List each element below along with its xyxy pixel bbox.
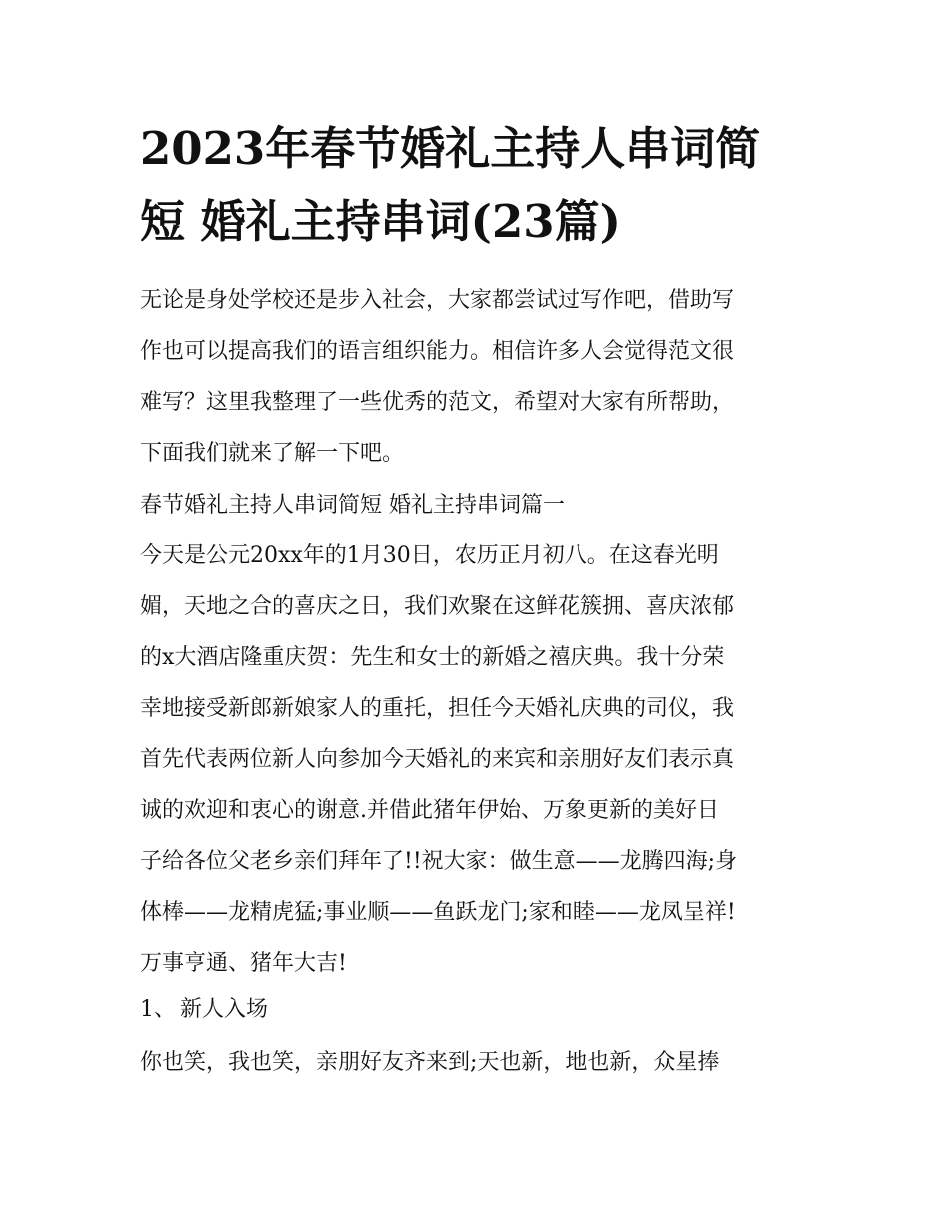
paragraph-line: 今天是公元20xx年的1月30日，农历正月初八。在这春光明 (140, 543, 719, 568)
list-item-text: 新人入场 (180, 997, 269, 1022)
intro-paragraph (140, 275, 820, 479)
paragraph-line: 媚，天地之合的喜庆之日，我们欢聚在这鲜花簇拥、喜庆浓郁 (140, 594, 735, 619)
paragraph-line: 的x大酒店隆重庆贺：先生和女士的新婚之禧庆典。我十分荣 (140, 645, 725, 670)
title-line: 短 婚礼主持串词(23篇) (140, 195, 621, 248)
paragraph-line: 幸地接受新郎新娘家人的重托，担任今天婚礼庆典的司仪，我 (140, 696, 735, 721)
paragraph-line: 子给各位父老乡亲们拜年了!!祝大家：做生意——龙腾四海;身 (140, 849, 738, 874)
paragraph-1 (140, 530, 820, 989)
document-title (140, 112, 820, 258)
section-heading: 春节婚礼主持人串词简短 婚礼主持串词篇一 (140, 493, 565, 518)
title-line: 2023年春节婚礼主持人串词简 (140, 122, 761, 175)
intro-line: 无论是身处学校还是步入社会，大家都尝试过写作吧，借助写 (140, 288, 735, 313)
paragraph-line: 诚的欢迎和衷心的谢意.并借此猪年伊始、万象更新的美好日 (140, 798, 719, 823)
paragraph-line: 体棒——龙精虎猛;事业顺——鱼跃龙门;家和睦——龙凤呈祥! (140, 900, 736, 925)
paragraph-line: 首先代表两位新人向参加今天婚礼的来宾和亲朋好友们表示真 (140, 747, 735, 772)
list-item (140, 985, 268, 1035)
intro-line: 下面我们就来了解一下吧。 (140, 441, 405, 466)
list-item-number: 1、 (140, 997, 176, 1022)
intro-line: 作也可以提高我们的语言组织能力。相信许多人会觉得范文很 (140, 339, 735, 364)
paragraph-line: 你也笑，我也笑，亲朋好友齐来到;天也新，地也新，众星捧 (140, 1050, 720, 1075)
paragraph-line: 万事亨通、猪年大吉! (140, 951, 347, 976)
intro-line: 难写？这里我整理了一些优秀的范文，希望对大家有所帮助， (140, 390, 735, 415)
paragraph-2 (140, 1037, 820, 1088)
